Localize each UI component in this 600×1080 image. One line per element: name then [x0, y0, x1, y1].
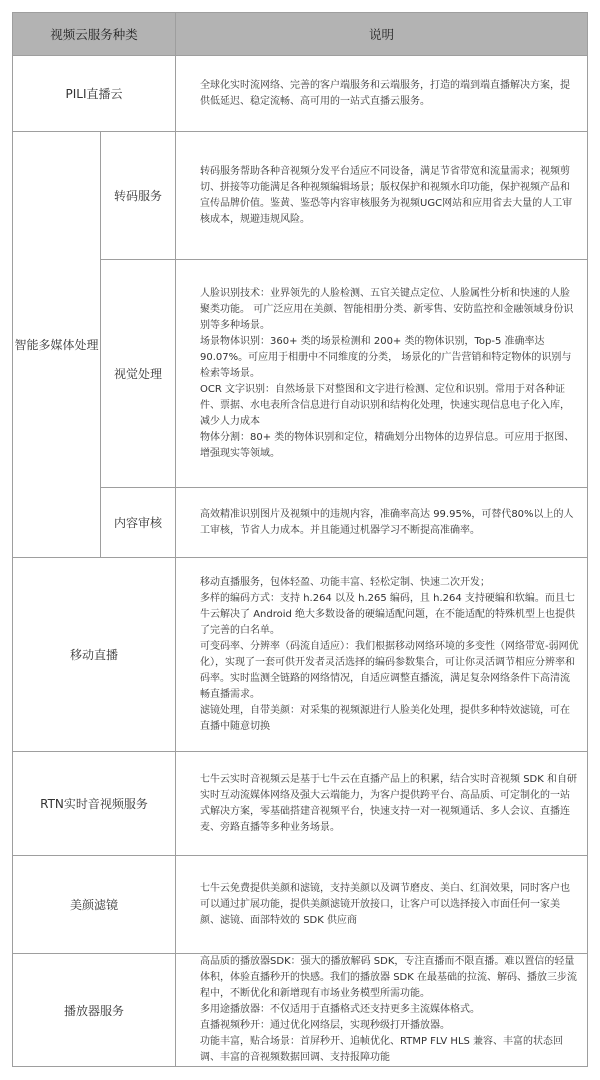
description-paragraph: 功能丰富，贴合场景：首屏秒开、追帧优化、RTMP FLV HLS 兼容、丰富的状态回调、丰富的音视频数据回调、支持报障功能	[200, 1036, 564, 1063]
row-description	[176, 752, 588, 856]
description-paragraph: 滤镜处理，自带美颜：对采集的视频源进行人脸美化处理，提供多种特效滤镜，可在直播中随意切换	[200, 704, 571, 732]
description-paragraph: 全球化实时流网络、完善的客户端服务和云端服务，打造的端到端直播解决方案，提供低延迟、稳定流畅、高可用的一站式直播云服务。	[200, 79, 571, 107]
row-subname: 转码服务	[101, 132, 176, 260]
description-paragraph: 人脸识别技术：业界领先的人脸检测、五官关键点定位、人脸属性分析和快速的人脸聚类功能。 可广泛应用在美颜、智能相册分类、新零售、安防监控和金融领域身份识别等多种场景。	[200, 287, 574, 331]
description-paragraph: 高品质的播放器SDK：强大的播放解码 SDK，专注直播而不限直播。难以置信的轻量体积，体验直播秒开的快感。我们的播放器 SDK 在最基础的拉流、解码、播放三步流程中，不断优化和新增现有市场业务模型所需功能。	[200, 956, 577, 999]
description-paragraph: 可变码率、分辨率（码流自适应）：我们根据移动网络环境的多变性（网络带宽-弱网优化），实现了一套可供开发者灵活选择的编码参数集合，可让你灵活调节相应分辨率和码率。实时监测全链路的网络情况，自适应调整直播流，满足复杂网络条件下高清流畅直播需求。	[200, 640, 579, 700]
row-subname: 视觉处理	[101, 260, 176, 488]
row-description	[176, 56, 588, 132]
row-name: 播放器服务	[13, 954, 176, 1067]
description-paragraph: 场景物体识别：360+ 类的场景检测和 200+ 类的物体识别，Top-5 准确率达 90.07%。可应用于相册中不同维度的分类， 场景化的广告营销和特定物体的识别与检索等场景。	[200, 335, 572, 379]
description-paragraph: 转码服务帮助各种音视频分发平台适应不同设备，满足节省带宽和流量需求；视频剪切、拼接等功能满足各种视频编辑场景；版权保护和视频水印功能，保护视频产品和宣传品牌价值。鉴黄、鉴恐等内容审核服务为视频UGC网站和应用省去大量的人工审核成本，规避违规风险。	[200, 165, 573, 225]
row-name: 智能多媒体处理	[13, 132, 101, 558]
table-row	[13, 954, 588, 1067]
row-description	[176, 856, 588, 954]
row-name: 移动直播	[13, 558, 176, 752]
description-paragraph: 物体分割：80+ 类的物体识别和定位，精确划分出物体的边界信息。可应用于抠图、增强现实等领域。	[200, 431, 575, 459]
header-category: 视频云服务种类	[13, 13, 176, 56]
description-paragraph: 七牛云免费提供美颜和滤镜，支持美颜以及调节磨皮、美白、红润效果，同时客户也可以通过扩展功能，提供美颜滤镜开放接口，让客户可以选择接入市面任何一家美颜、滤镜、面部特效的 SDK 供应商	[200, 882, 571, 926]
table-row	[13, 558, 588, 752]
row-description	[176, 488, 588, 558]
row-name: RTN实时音视频服务	[13, 752, 176, 856]
table-row	[13, 752, 588, 856]
description-paragraph: OCR 文字识别：自然场景下对整图和文字进行检测、定位和识别。常用于对各种证件、票据、水电表所含信息进行自动识别和结构化处理，快速实现信息电子化入库，减少人力成本	[200, 383, 571, 427]
header-description: 说明	[176, 13, 588, 56]
description-paragraph: 七牛云实时音视频云是基于七牛云在直播产品上的积累，结合实时音视频 SDK 和自研实时互动流媒体网络及强大云端能力，为客户提供跨平台、高品质、可定制化的一站式解决方案，零基础搭建音视频平台，快速支持一对一视频通话、多人会议、直播连麦、旁路直播等多种业务场景。	[200, 773, 577, 833]
row-name: PILI直播云	[13, 56, 176, 132]
table-row	[13, 856, 588, 954]
row-name: 美颜滤镜	[13, 856, 176, 954]
table-row	[13, 132, 588, 260]
row-description	[176, 260, 588, 488]
row-description	[176, 132, 588, 260]
row-description	[176, 954, 588, 1067]
description-paragraph: 多用途播放器：不仅适用于直播格式还支持更多主流媒体格式。	[200, 1004, 481, 1015]
header-row	[13, 13, 588, 56]
description-paragraph: 移动直播服务，包体轻盈、功能丰富、轻松定制、快速二次开发；	[200, 576, 491, 588]
row-subname: 内容审核	[101, 488, 176, 558]
table-row	[13, 56, 588, 132]
row-description	[176, 558, 588, 752]
description-paragraph: 多样的编码方式：支持 h.264 以及 h.265 编码，且 h.264 支持硬编和软编。而且七牛云解决了 Android 绝大多数设备的硬编适配问题，在不能适配的特殊机型上也提供了完善的白名单。	[200, 592, 576, 636]
description-paragraph: 高效精准识别图片及视频中的违规内容，准确率高达 99.95%，可替代80%以上的人工审核，节省人力成本。并且能通过机器学习不断提高准确率。	[200, 508, 574, 536]
services-table	[12, 12, 588, 1067]
description-paragraph: 直播视频秒开：通过优化网络层，实现秒级打开播放器。	[200, 1020, 451, 1031]
